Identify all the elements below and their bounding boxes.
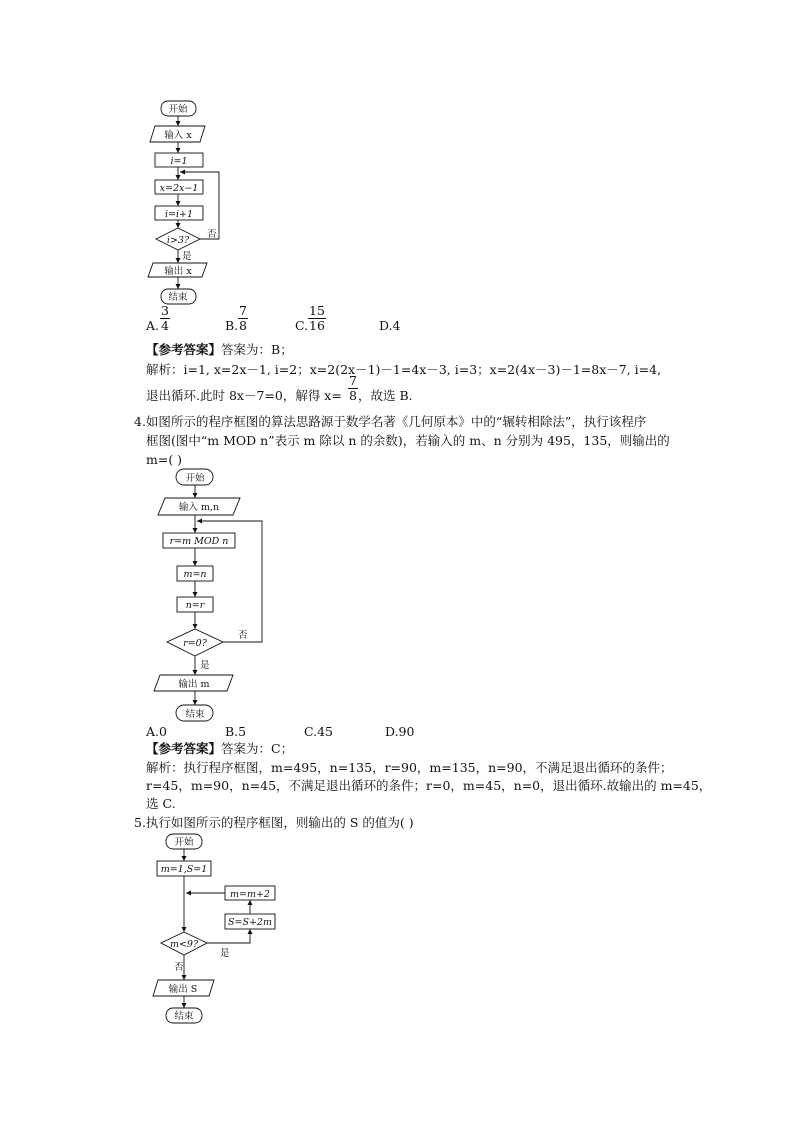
q3-option-b-num: 7 xyxy=(239,303,247,318)
q4-option-c: C.45 xyxy=(304,724,333,739)
q4-stem-line2: 框图(图中“m MOD n”表示 m 除以 n 的余数)，若输入的 m、n 分别为 495，135，则输出的 xyxy=(146,433,670,448)
q4-option-d: D.90 xyxy=(385,724,415,739)
q4-stem-line1: 4.如图所示的程序框图的算法思路源于数学名著《几何原本》中的“辗转相除法”，执行该程序 xyxy=(134,414,647,429)
q4-answer-tag: 【参考答案】 xyxy=(146,741,222,756)
q3-analysis-line1: 解析：i=1, x=2x－1, i=2；x=2(2x－1)－1=4x－3, i=3；x=2(4x－3)－1=8x－7, i=4, xyxy=(146,362,662,377)
q5-fc-end: 结束 xyxy=(174,1011,194,1022)
q4-fc-end: 结束 xyxy=(185,709,205,720)
q4-fc-output: 输出 m xyxy=(178,679,210,690)
q3-answer-tag: 【参考答案】 xyxy=(146,342,222,357)
q3-option-b-prefix: B. xyxy=(225,318,239,333)
q4-analysis-line1: 解析：执行程序框图，m=495，n=135，r=90，m=135，n=90，不满足退出循环的条件； xyxy=(146,760,673,775)
q4-analysis-line3: 选 C. xyxy=(146,796,176,811)
q3-fc-output: 输出 x xyxy=(164,266,192,277)
q3-option-c-den: 16 xyxy=(309,318,325,333)
q4-fc-condition: r=0? xyxy=(183,638,207,649)
q3-option-a-den: 4 xyxy=(161,318,169,333)
q5-fc-m-update: m=m+2 xyxy=(230,889,270,900)
q5-fc-output: 输出 S xyxy=(168,984,198,995)
q3-analysis-line2-pre: 退出循环.此时 8x－7=0，解得 x= xyxy=(146,388,342,403)
q3-flowchart xyxy=(140,95,260,310)
q3-option-a-fraction xyxy=(160,304,170,333)
q3-fc-yes-label: 是 xyxy=(182,251,192,262)
q5-fc-s-update: S=S+2m xyxy=(228,917,272,928)
q3-fc-increment: i=i+1 xyxy=(164,209,194,220)
q3-fc-start: 开始 xyxy=(168,104,188,115)
q3-fc-input: 输入 x xyxy=(164,130,192,141)
q4-answer-text: 答案为：C； xyxy=(221,741,294,756)
q3-fc-init: i=1 xyxy=(170,156,188,167)
q3-fc-condition: i>3? xyxy=(166,235,190,246)
q4-fc-start: 开始 xyxy=(185,473,205,484)
q3-option-a-num: 3 xyxy=(161,303,169,318)
q3-option-c-fraction xyxy=(308,304,326,333)
q4-stem-line3: m=( ) xyxy=(146,452,183,467)
q5-fc-condition: m<9? xyxy=(169,939,199,950)
q3-fc-assign: x=2x−1 xyxy=(159,183,199,194)
q5-fc-yes-label: 是 xyxy=(220,948,230,959)
q4-option-a: A.0 xyxy=(146,724,167,739)
q3-option-b-fraction xyxy=(238,304,248,333)
q3-fc-end: 结束 xyxy=(168,292,188,303)
q4-fc-mod: r=m MOD n xyxy=(169,536,229,547)
q3-answer xyxy=(146,342,293,358)
q3-option-d: D.4 xyxy=(379,318,401,333)
q3-option-a-prefix: A. xyxy=(146,318,160,333)
q3-analysis-frac-num: 7 xyxy=(349,373,357,388)
q3-answer-text: 答案为：B； xyxy=(221,342,293,357)
q4-option-b: B.5 xyxy=(225,724,247,739)
q3-option-b-den: 8 xyxy=(239,318,247,333)
q5-flowchart xyxy=(150,830,290,1030)
q5-stem: 5.执行如图所示的程序框图，则输出的 S 的值为( ) xyxy=(134,815,414,830)
q3-analysis-fraction xyxy=(348,374,358,403)
q4-flowchart xyxy=(150,465,275,725)
q3-analysis-frac-den: 8 xyxy=(349,388,357,403)
q4-fc-n-eq-r: n=r xyxy=(185,600,205,611)
q4-fc-input: 输入 m,n xyxy=(178,502,220,513)
q4-fc-yes-label: 是 xyxy=(200,660,210,671)
q4-fc-m-eq-n: m=n xyxy=(183,569,207,580)
q3-fc-no-label: 否 xyxy=(207,229,217,240)
q4-fc-no-label: 否 xyxy=(238,630,248,641)
q5-fc-no-label: 否 xyxy=(174,962,184,973)
q5-fc-start: 开始 xyxy=(174,837,194,848)
q5-fc-init: m=1,S=1 xyxy=(160,864,208,875)
q4-analysis-line2: r=45，m=90，n=45，不满足退出循环的条件；r=0，m=45，n=0，退出循环.故输出的 m=45， xyxy=(146,778,712,793)
q3-option-c-prefix: C. xyxy=(295,318,309,333)
q3-option-c-num: 15 xyxy=(309,303,325,318)
q3-analysis-line2-post: ，故选 B. xyxy=(358,388,413,403)
q4-answer xyxy=(146,741,293,757)
